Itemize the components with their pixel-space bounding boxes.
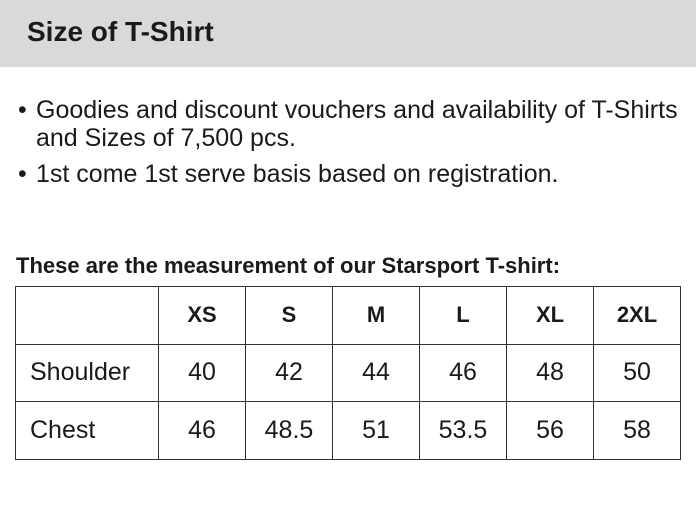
table-cell: 58 xyxy=(594,402,681,460)
bullet-marker: • xyxy=(18,96,27,124)
table-cell: 46 xyxy=(159,402,246,460)
column-header-2xl: 2XL xyxy=(594,287,681,345)
page-title: Size of T-Shirt xyxy=(27,16,214,47)
column-header-m: M xyxy=(333,287,420,345)
table-cell: 53.5 xyxy=(420,402,507,460)
column-header-s: S xyxy=(246,287,333,345)
size-table xyxy=(15,286,681,460)
bullet-item-first-come xyxy=(18,160,688,188)
table-cell: 50 xyxy=(594,344,681,402)
row-label: Chest xyxy=(16,402,159,460)
table-cell: 40 xyxy=(159,344,246,402)
bullet-list xyxy=(18,96,688,196)
row-label: Shoulder xyxy=(16,344,159,402)
table-cell: 44 xyxy=(333,344,420,402)
table-cell: 51 xyxy=(333,402,420,460)
bullet-marker: • xyxy=(18,160,27,188)
table-row-chest xyxy=(16,402,681,460)
table-cell: 42 xyxy=(246,344,333,402)
table-header-row xyxy=(16,287,681,345)
table-cell: 56 xyxy=(507,402,594,460)
table-cell: 46 xyxy=(420,344,507,402)
table-row-shoulder xyxy=(16,344,681,402)
column-header-xl: XL xyxy=(507,287,594,345)
bullet-item-goodies xyxy=(18,96,688,152)
table-cell: 48.5 xyxy=(246,402,333,460)
table-corner-cell xyxy=(16,287,159,345)
bullet-text: Goodies and discount vouchers and availability of T-Shirts and Sizes of 7,500 pcs. xyxy=(36,96,678,152)
column-header-xs: XS xyxy=(159,287,246,345)
table-caption: These are the measurement of our Starsport T-shirt: xyxy=(16,253,561,278)
column-header-l: L xyxy=(420,287,507,345)
bullet-text: 1st come 1st serve basis based on registration. xyxy=(36,160,559,188)
table-cell: 48 xyxy=(507,344,594,402)
